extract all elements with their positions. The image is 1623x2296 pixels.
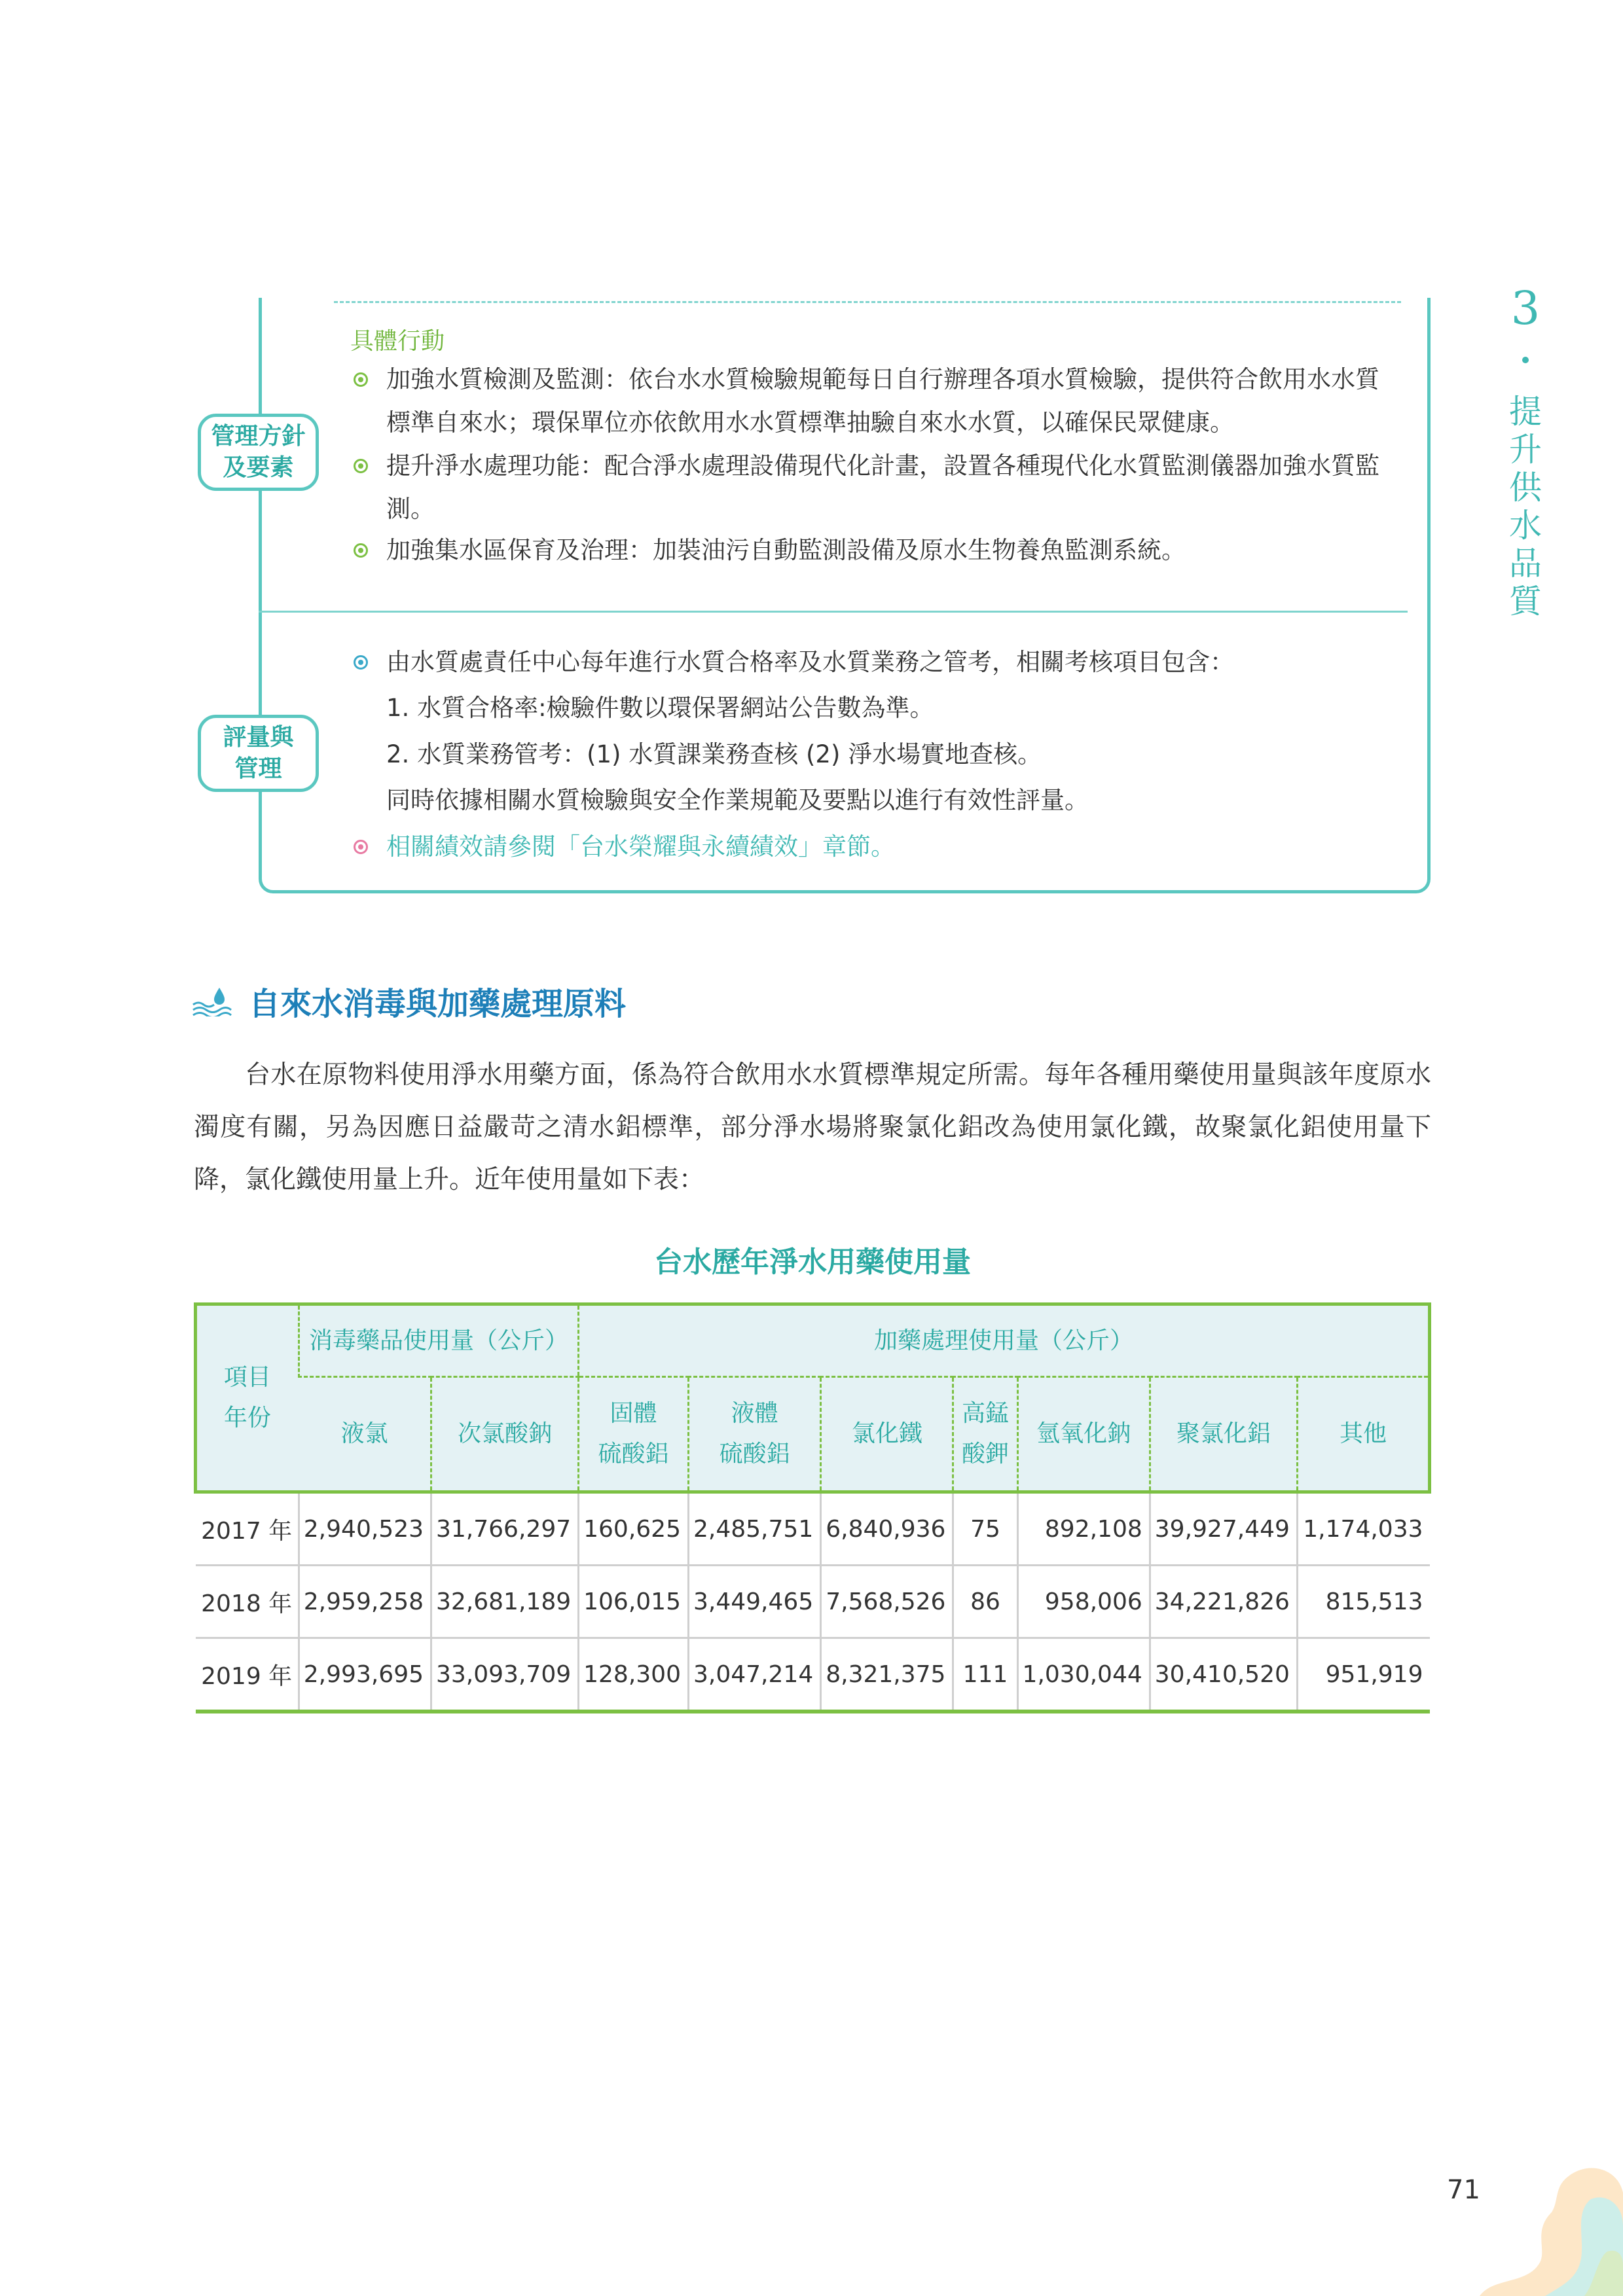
table-cell: 31,766,297 [431,1492,579,1566]
chapter-title [1506,393,1545,620]
action-item [354,444,1401,531]
group-header-additive: 加藥處理使用量（公斤） [579,1304,1430,1377]
table-cell: 111 [953,1638,1017,1712]
concrete-actions-heading: 具體行動 [350,328,445,355]
year-cell: 2018 年 [196,1566,299,1638]
chapter-title-char: 質 [1509,583,1542,620]
column-header [689,1377,821,1492]
evaluation-intro-text: 由水質處責任中心每年進行水質合格率及水質業務之管考，相關考核項目包含： [386,648,1234,676]
table-cell: 1,030,044 [1017,1638,1150,1712]
teal-bullet-icon [354,655,368,670]
table-cell: 86 [953,1566,1017,1638]
evaluation-label [198,715,319,792]
column-header-line: 液氯 [340,1420,388,1447]
evaluation-note: 同時依據相關水質檢驗與安全作業規範及要點以進行有效性評量。 [386,786,1089,814]
chapter-title-char: 供 [1509,469,1542,507]
label-line: 管理方針 [211,423,306,450]
table-cell: 106,015 [579,1566,689,1638]
column-header-line: 聚氯化鋁 [1176,1420,1271,1447]
label-line: 評量與 [223,724,294,751]
action-line: 測。 [386,495,435,523]
section-title: 自來水消毒與加藥處理原料 [249,986,627,1022]
table-cell: 951,919 [1297,1638,1429,1712]
table-cell: 33,093,709 [431,1638,579,1712]
column-header-line: 硫酸鋁 [719,1441,790,1467]
reference-item [354,825,1401,869]
column-header-line: 酸鉀 [961,1441,1009,1467]
table-cell: 6,840,936 [821,1492,953,1566]
green-bullet-icon [354,543,368,558]
column-header [821,1377,953,1492]
evaluation-item: 1. 水質合格率:檢驗件數以環保署網站公告數為準。 [386,694,934,722]
table-cell: 2,959,258 [299,1566,431,1638]
table-cell: 815,513 [1297,1566,1429,1638]
table-cell: 7,568,526 [821,1566,953,1638]
column-header [1017,1377,1150,1492]
action-item [354,358,1401,444]
column-header-line: 其他 [1339,1420,1387,1447]
label-line: 管理 [234,755,282,782]
table-cell: 958,006 [1017,1566,1150,1638]
section-paragraph: 台水在原物料使用淨水用藥方面，係為符合飲用水水質標準規定所需。每年各種用藥使用量與該年度原水濁度有關，另為因應日益嚴苛之清水鋁標準，部分淨水場將聚氯化鋁改為使用氯化鐵，故聚氯化鋁使用量下降，氯化鐵使用量上升。近年使用量如下表： [194,1060,1431,1194]
table-cell: 3,449,465 [689,1566,821,1638]
page-number: 71 [1447,2175,1480,2205]
column-header-line: 固體 [610,1400,657,1427]
reference-link-text: 相關績效請參閱「台水榮耀與永續績效」章節。 [386,833,895,861]
group-header-disinfectant: 消毒藥品使用量（公斤） [299,1304,578,1377]
column-header [953,1377,1017,1492]
label-line: 及要素 [223,454,294,481]
evaluation-item: 2. 水質業務管考：(1) 水質課業務查核 (2) 淨水場實地查核。 [386,740,1042,768]
table-cell: 160,625 [579,1492,689,1566]
column-header-line: 氯化鐵 [851,1420,922,1447]
chapter-title-char: 提 [1509,393,1542,431]
column-header-line: 次氯酸鈉 [458,1420,553,1447]
green-bullet-icon [354,372,368,387]
corner-line: 項目 [223,1364,271,1391]
management-top-dash [334,301,1401,303]
chapter-title-char: 升 [1509,431,1542,469]
column-header [579,1377,689,1492]
action-line: 加強集水區保育及治理：加裝油污自動監測設備及原水生物養魚監測系統。 [386,536,1186,564]
corner-line: 年份 [223,1405,271,1431]
decorative-blob-icon [1467,2153,1623,2296]
table-header-row [196,1304,1430,1377]
column-header [1150,1377,1297,1492]
column-header-line: 硫酸鋁 [598,1441,669,1467]
column-header [299,1377,431,1492]
chapter-title-char: 品 [1509,545,1542,583]
action-line: 提升淨水處理功能：配合淨水處理設備現代化計畫，設置各種現代化水質監測儀器加強水質監 [386,452,1379,480]
table-cell: 1,174,033 [1297,1492,1429,1566]
table-cell: 892,108 [1017,1492,1150,1566]
chapter-dot [1522,357,1529,363]
column-header-line: 高錳 [961,1400,1009,1427]
table-cell: 32,681,189 [431,1566,579,1638]
table-row [196,1566,1430,1638]
corner-header [196,1304,299,1492]
green-bullet-icon [354,459,368,473]
column-header-line: 液體 [731,1400,778,1427]
table-row [196,1492,1430,1566]
water-drop-wave-icon [192,985,232,1016]
year-cell: 2017 年 [196,1492,299,1566]
action-line: 加強水質檢測及監測：依台水水質檢驗規範每日自行辦理各項水質檢驗，提供符合飲用水水質 [386,365,1379,393]
column-header-line: 氫氧化鈉 [1036,1420,1131,1447]
table-cell: 3,047,214 [689,1638,821,1712]
table-cell: 2,940,523 [299,1492,431,1566]
chemical-usage-table [194,1302,1431,1713]
table-cell: 8,321,375 [821,1638,953,1712]
table-cell: 75 [953,1492,1017,1566]
table-subheader-row [196,1377,1430,1492]
column-header [431,1377,579,1492]
table-title: 台水歷年淨水用藥使用量 [654,1246,971,1279]
management-divider [259,611,1408,613]
table-cell: 2,993,695 [299,1638,431,1712]
table-cell: 30,410,520 [1150,1638,1297,1712]
table-cell: 34,221,826 [1150,1566,1297,1638]
table-cell: 39,927,449 [1150,1492,1297,1566]
table-cell: 128,300 [579,1638,689,1712]
table-cell: 2,485,751 [689,1492,821,1566]
action-item [354,529,1401,572]
management-approach-label [198,414,319,491]
table-row [196,1638,1430,1712]
chapter-title-char: 水 [1509,507,1542,545]
column-header [1297,1377,1429,1492]
evaluation-intro [354,641,1401,684]
year-cell: 2019 年 [196,1638,299,1712]
pink-bullet-icon [354,840,368,854]
chapter-number: 3 [1510,281,1541,335]
action-line: 標準自來水；環保單位亦依飲用水水質標準抽驗自來水水質，以確保民眾健康。 [386,408,1234,437]
